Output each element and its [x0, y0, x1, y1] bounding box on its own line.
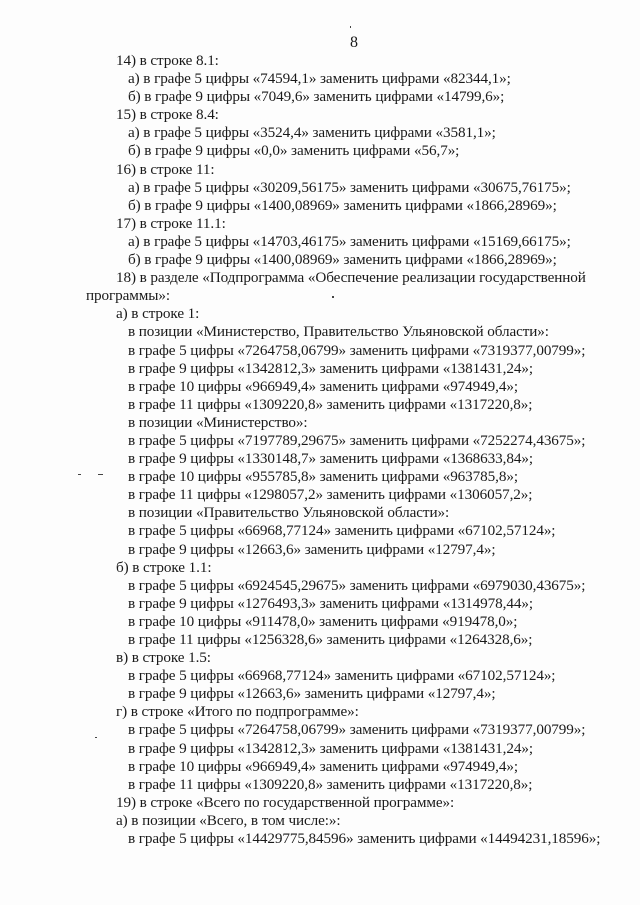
document-line: г) в строке «Итого по подпрограмме»: — [116, 703, 359, 721]
document-line: в графе 9 цифры «1330148,7» заменить цифрами «1368633,84»; — [128, 450, 533, 468]
document-line: а) в графе 5 цифры «30209,56175» заменить цифрами «30675,76175»; — [128, 178, 571, 196]
scan-mark — [350, 26, 351, 28]
document-line: в графе 5 цифры «66968,77124» заменить цифрами «67102,57124»; — [128, 522, 556, 540]
document-line: 19) в строке «Всего по государственной программе»: — [116, 793, 455, 811]
document-line: б) в графе 9 цифры «1400,08969» заменить цифрами «1866,28969»; — [128, 251, 557, 269]
document-line: в графе 9 цифры «1342812,3» заменить цифрами «1381431,24»; — [128, 359, 533, 377]
document-line: в графе 10 цифры «955785,8» заменить цифрами «963785,8»; — [128, 468, 518, 486]
document-line: в графе 5 цифры «66968,77124» заменить цифрами «67102,57124»; — [128, 667, 556, 685]
document-line: б) в графе 9 цифры «7049,6» заменить цифрами «14799,6»; — [128, 88, 505, 106]
document-line: в позиции «Министерство»: — [128, 413, 308, 431]
document-line: в графе 10 цифры «911478,0» заменить цифрами «919478,0»; — [128, 612, 518, 630]
document-line: а) в позиции «Всего, в том числе:»: — [116, 811, 341, 829]
document-line: в графе 11 цифры «1298057,2» заменить цифрами «1306057,2»; — [128, 486, 533, 504]
document-line: в графе 5 цифры «7264758,06799» заменить цифрами «7319377,00799»; — [128, 341, 586, 359]
document-line: в) в строке 1.5: — [116, 649, 211, 667]
document-line: а) в графе 5 цифры «3524,4» заменить цифрами «3581,1»; — [128, 124, 496, 142]
document-line: в графе 5 цифры «6924545,29675» заменить цифрами «6979030,43675»; — [128, 576, 586, 594]
document-line: б) в графе 9 цифры «1400,08969» заменить цифрами «1866,28969»; — [128, 196, 557, 214]
document-line: в графе 11 цифры «1309220,8» заменить цифрами «1317220,8»; — [128, 775, 533, 793]
scan-mark — [95, 737, 97, 738]
document-line: в графе 5 цифры «7197789,29675» заменить цифрами «7252274,43675»; — [128, 431, 586, 449]
document-line: а) в строке 1: — [116, 305, 200, 323]
document-line: в графе 9 цифры «1276493,3» заменить цифрами «1314978,44»; — [128, 594, 533, 612]
document-line: в графе 9 цифры «12663,6» заменить цифрами «12797,4»; — [128, 540, 496, 558]
document-line: 16) в строке 11: — [116, 160, 215, 178]
document-line: в графе 5 цифры «7264758,06799» заменить цифрами «7319377,00799»; — [128, 721, 586, 739]
document-body — [86, 52, 616, 848]
document-line: в графе 10 цифры «966949,4» заменить цифрами «974949,4»; — [128, 377, 518, 395]
document-line: программы»: — [86, 287, 171, 305]
document-line: в позиции «Правительство Ульяновской области»: — [128, 504, 450, 522]
document-line: в графе 10 цифры «966949,4» заменить цифрами «974949,4»; — [128, 757, 518, 775]
document-line: в графе 11 цифры «1256328,6» заменить цифрами «1264328,6»; — [128, 631, 533, 648]
document-line: в графе 9 цифры «1342812,3» заменить цифрами «1381431,24»; — [128, 739, 533, 757]
document-line: 15) в строке 8.4: — [116, 106, 219, 124]
scan-mark — [332, 296, 334, 298]
document-line: в позиции «Министерство, Правительство Ульяновской области»: — [128, 323, 549, 341]
document-line: 14) в строке 8.1: — [116, 52, 219, 69]
document-line: а) в графе 5 цифры «74594,1» заменить цифрами «82344,1»; — [128, 70, 511, 88]
scan-mark — [98, 474, 103, 475]
document-line: в графе 5 цифры «14429775,84596» заменить цифрами «14494231,18596»; — [128, 830, 601, 848]
document-line: в графе 9 цифры «12663,6» заменить цифрами «12797,4»; — [128, 685, 496, 703]
document-line: 18) в разделе «Подпрограмма «Обеспечение реализации государственной — [116, 269, 586, 287]
document-line: б) в строке 1.1: — [116, 558, 212, 576]
document-line: а) в графе 5 цифры «14703,46175» заменить цифрами «15169,66175»; — [128, 232, 571, 250]
document-line: в графе 11 цифры «1309220,8» заменить цифрами «1317220,8»; — [128, 395, 533, 413]
page-number: 8 — [350, 34, 358, 51]
document-line: 17) в строке 11.1: — [116, 214, 226, 232]
scan-mark — [78, 474, 81, 475]
document-line: б) в графе 9 цифры «0,0» заменить цифрами «56,7»; — [128, 142, 460, 160]
